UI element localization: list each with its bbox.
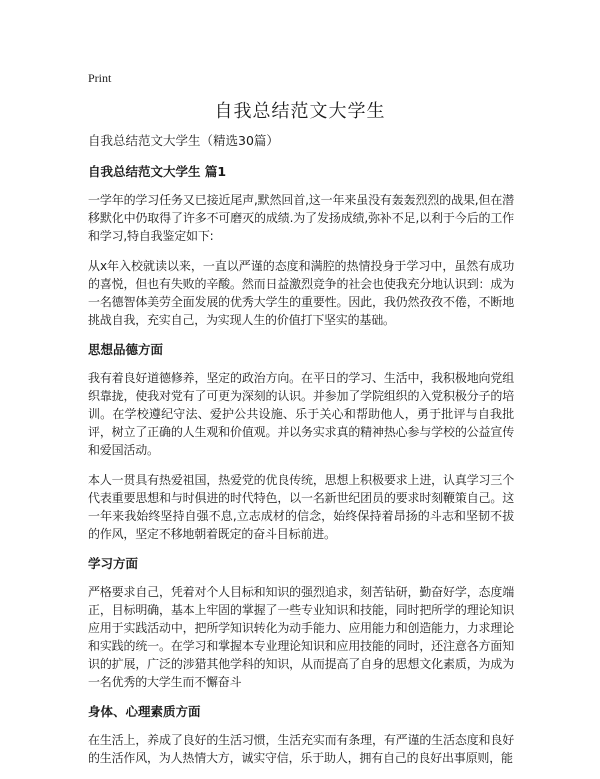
paragraph: 从x年入校就读以来，一直以严谨的态度和满腔的热情投身于学习中，虽然有成功的喜悦，但也有失败的辛酸。然而日益激烈竞争的社会也使我充分地认识到：成为一名德智体美劳全面发展的优秀大学生的重要性。因此，我仍然孜孜不倦，不断地挑战自我，充实自己，为实现人生的价值打下坚实的基础。	[88, 259, 514, 327]
paragraph: 本人一贯具有热爱祖国，热爱党的优良传统，思想上积极要求上进，认真学习三个代表重要思想和与时俱进的时代特色，以一名新世纪团员的要求时刻鞭策自己。这一年来我始终坚持自强不息,立志成材的信念，始终保持着昂扬的斗志和坚韧不拔的作风，坚定不移地朝着既定的奋斗目标前进。	[88, 473, 514, 541]
section-physical-mental	[88, 703, 514, 767]
section-heading: 学习方面	[88, 556, 139, 571]
section-study	[88, 555, 514, 691]
paragraph: 我有着良好道德修养，坚定的政治方向。在平日的学习、生活中，我积极地向党组织靠拢，使我对党有了可更为深刻的认识。并参加了学院组织的入党积极分子的培训。在学校遵纪守法、爱护公共设施、乐于关心和帮助他人，勇于批评与自我批评，树立了正确的人生观和价值观。并以务实求真的精神热心参与学校的公益宣传和爱国活动。	[88, 371, 514, 457]
paragraph: 一学年的学习任务又已接近尾声,默然回首,这一年来虽没有轰轰烈烈的战果,但在潜移默化中仍取得了许多不可磨灭的成绩.为了发扬成绩,弥补不足,以利于今后的工作和学习,特自我鉴定如下:	[88, 193, 514, 243]
section-heading: 自我总结范文大学生 篇1	[88, 164, 227, 179]
section-heading: 思想品德方面	[88, 342, 164, 357]
document-subtitle: 自我总结范文大学生（精选30篇）	[88, 133, 279, 148]
paragraph: 严格要求自己，凭着对个人目标和知识的强烈追求，刻苦钻研，勤奋好学，态度端正，目标明确，基本上牢固的掌握了一些专业知识和技能，同时把所学的理论知识应用于实践活动中，把所学知识转化为动手能力、应用能力和创造能力，力求理论和实践的统一。在学习和掌握本专业理论知识和应用技能的同时，还注意各方面知识的扩展，广泛的涉猎其他学科的知识，从而提高了自身的思想文化素质，为成为一名优秀的大学生而不懈奋斗	[88, 585, 514, 689]
paragraph: 在生活上，养成了良好的生活习惯，生活充实而有条理，有严谨的生活态度和良好的生活作风，为人热情大方，诚实守信，乐于助人，拥有自己的良好出事原则，能	[88, 733, 514, 765]
document-body	[88, 132, 514, 779]
page-title: 自我总结范文大学生	[214, 101, 386, 122]
section-heading: 身体、心理素质方面	[88, 704, 201, 719]
section-ideology-morality	[88, 341, 514, 543]
print-link[interactable]: Print	[88, 71, 112, 85]
section-article-1	[88, 163, 514, 329]
